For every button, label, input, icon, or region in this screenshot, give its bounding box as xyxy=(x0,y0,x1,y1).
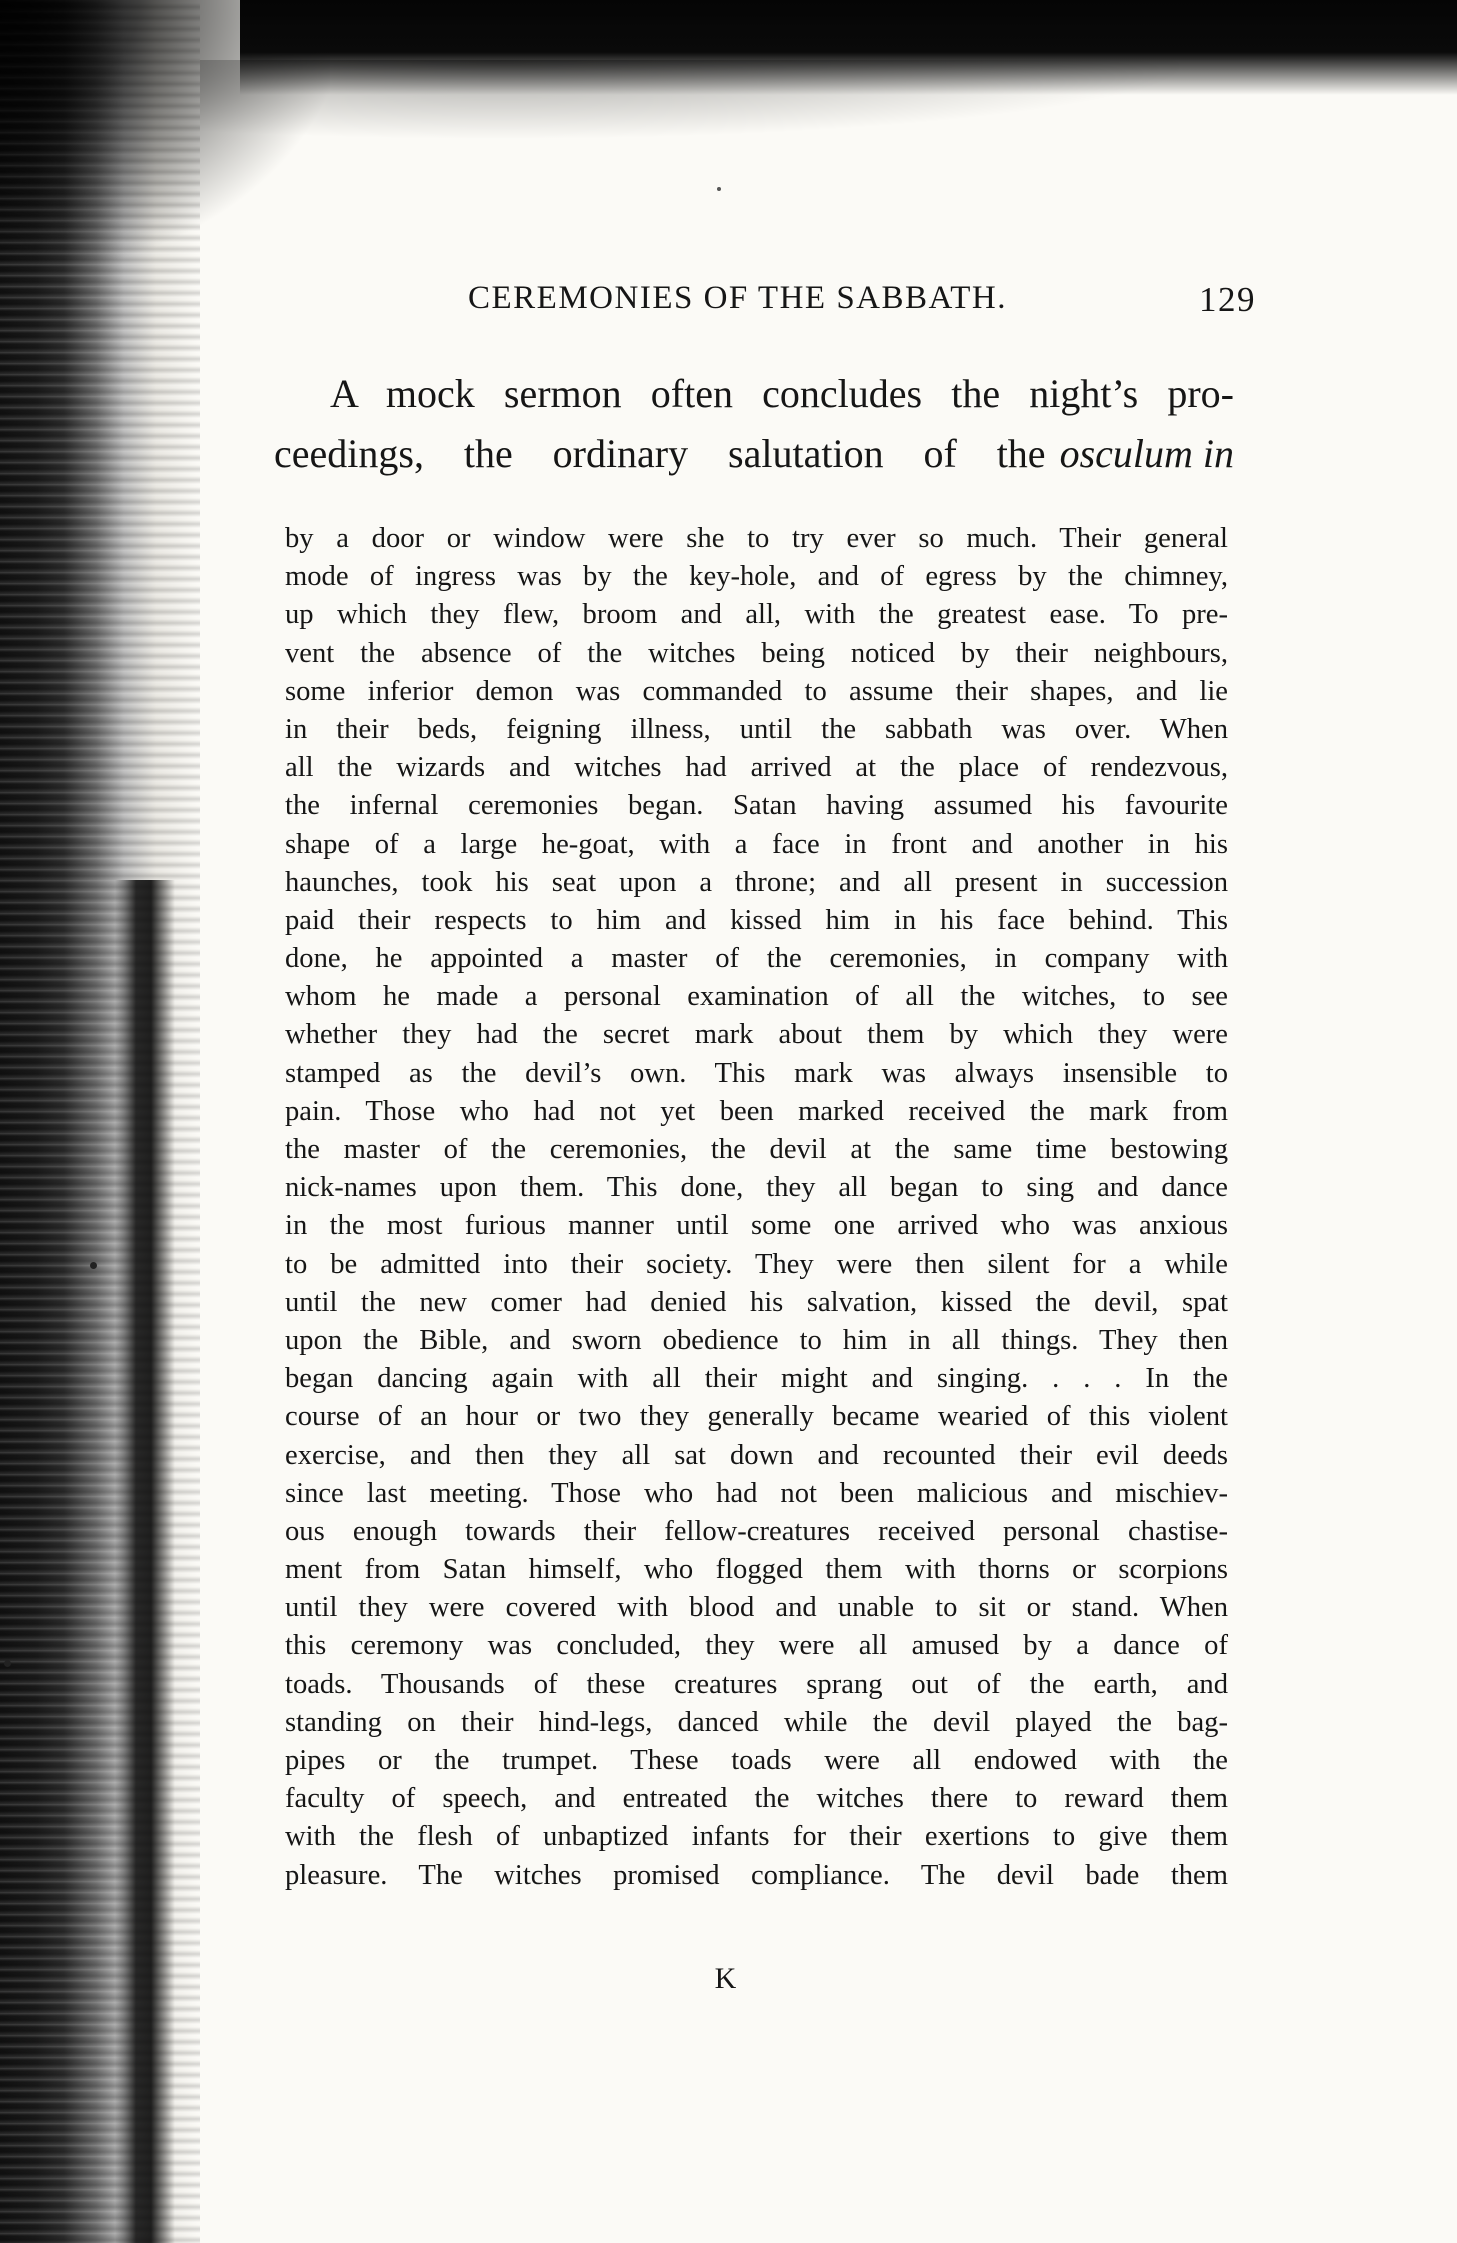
text-line: mode of ingress was by the key-hole, and of egress by the chimney, xyxy=(285,561,1228,593)
text-line: since last meeting. Those who had not been malicious and mischiev- xyxy=(285,1477,1228,1509)
running-title: CEREMONIES OF THE SABBATH. xyxy=(468,280,1007,316)
scan-shadow-fade xyxy=(200,60,1200,140)
text-line: shape of a large he-goat, with a face in front and another in his xyxy=(285,828,1228,860)
text-line: this ceremony was concluded, they were all amused by a dance of xyxy=(285,1630,1228,1662)
text-line: until they were covered with blood and unable to sit or stand. When xyxy=(285,1592,1228,1624)
text-line: done, he appointed a master of the ceremonies, in company with xyxy=(285,943,1228,975)
text-line: to be admitted into their society. They were then silent for a while xyxy=(285,1248,1228,1280)
text-line: pleasure. The witches promised compliance. The devil bade them xyxy=(285,1859,1228,1891)
text-line: began dancing again with all their might and singing. . . . In the xyxy=(285,1363,1228,1395)
text-line: by a door or window were she to try ever so much. Their general xyxy=(285,523,1228,554)
sermon-paragraph xyxy=(274,364,1234,484)
text-line: A mock sermon often concludes the night’s pro- xyxy=(330,371,1234,416)
quoted-passage xyxy=(285,520,1228,1895)
text-line-italic: osculum in xyxy=(1059,431,1234,476)
text-line: the master of the ceremonies, the devil at the same time bestowing xyxy=(285,1134,1228,1165)
text-line: nick-names upon them. This done, they all began to sing and dance xyxy=(285,1172,1228,1204)
signature-letter: K xyxy=(714,1962,737,1995)
running-head xyxy=(468,280,1256,328)
text-line: stamped as the devil’s own. This mark was always insensible to xyxy=(285,1057,1228,1089)
text-line: whom he made a personal examination of all the witches, to see xyxy=(285,981,1228,1013)
scan-streak xyxy=(115,880,175,2243)
text-line: pipes or the trumpet. These toads were all endowed with the xyxy=(285,1745,1228,1776)
text-line: exercise, and then they all sat down and recounted their evil deeds xyxy=(285,1439,1228,1471)
text-line-roman: ceedings, the ordinary salutation of the xyxy=(274,431,1046,476)
scan-speck xyxy=(4,1660,11,1667)
text-line: in their beds, feigning illness, until the sabbath was over. When xyxy=(285,713,1228,745)
text-line: whether they had the secret mark about them by which they were xyxy=(285,1019,1228,1051)
text-line: ous enough towards their fellow-creatures received personal chastise- xyxy=(285,1515,1228,1547)
text-line: ment from Satan himself, who flogged them with thorns or scorpions xyxy=(285,1554,1228,1586)
text-line: standing on their hind-legs, danced while the devil played the bag- xyxy=(285,1706,1228,1738)
text-line: pain. Those who had not yet been marked received the mark from xyxy=(285,1095,1228,1127)
text-line: some inferior demon was commanded to assume their shapes, and lie xyxy=(285,675,1228,707)
text-line: the infernal ceremonies began. Satan having assumed his favourite xyxy=(285,790,1228,822)
text-line: haunches, took his seat upon a throne; and all present in succession xyxy=(285,866,1228,898)
text-line: paid their respects to him and kissed him in his face behind. This xyxy=(285,904,1228,936)
scan-speck xyxy=(90,1262,97,1269)
text-line: with the flesh of unbaptized infants for their exertions to give them xyxy=(285,1821,1228,1853)
page-number: 129 xyxy=(1199,280,1256,319)
signature-mark xyxy=(0,1962,1457,1996)
text-line: all the wizards and witches had arrived at the place of rendezvous, xyxy=(285,752,1228,784)
scan-speck xyxy=(717,187,721,191)
text-line: until the new comer had denied his salvation, kissed the devil, spat xyxy=(285,1286,1228,1318)
text-line: vent the absence of the witches being noticed by their neighbours, xyxy=(285,637,1228,669)
text-line xyxy=(274,424,1234,484)
text-line: faculty of speech, and entreated the witches there to reward them xyxy=(285,1783,1228,1815)
text-line: toads. Thousands of these creatures sprang out of the earth, and xyxy=(285,1668,1228,1700)
text-line: up which they flew, broom and all, with the greatest ease. To pre- xyxy=(285,599,1228,631)
text-line: in the most furious manner until some one arrived who was anxious xyxy=(285,1210,1228,1242)
text-line: course of an hour or two they generally became wearied of this violent xyxy=(285,1401,1228,1433)
text-line: upon the Bible, and sworn obedience to him in all things. They then xyxy=(285,1324,1228,1356)
